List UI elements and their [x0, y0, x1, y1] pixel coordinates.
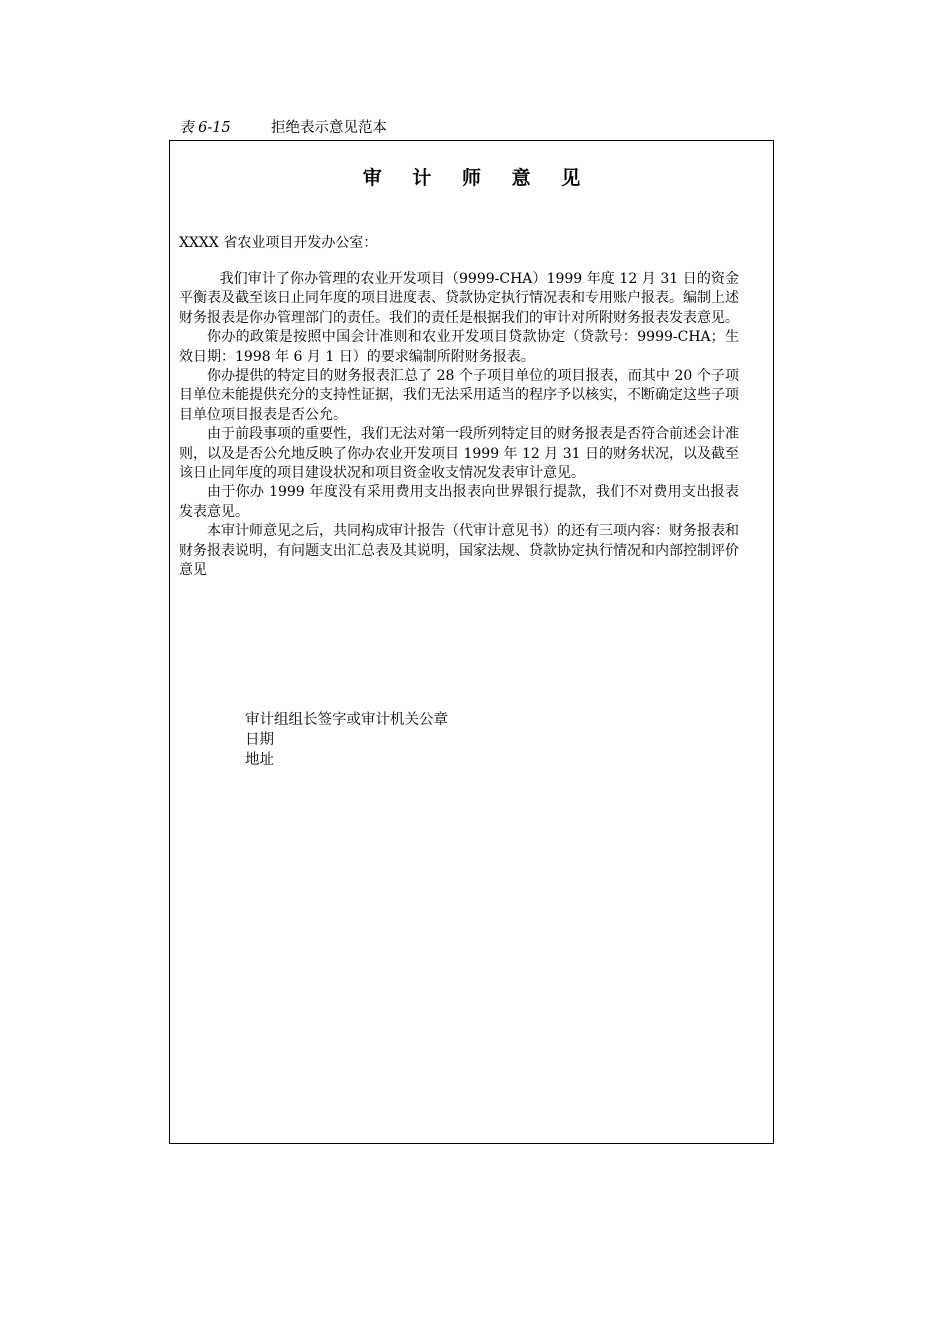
addressee: XXXX 省农业项目开发办公室： [179, 235, 378, 251]
table-title: 拒绝表示意见范本 [271, 120, 387, 136]
opinion-frame [169, 140, 774, 1144]
date-label: 日期 [245, 732, 274, 748]
signature-line: 审计组组长签字或审计机关公章 [245, 712, 448, 728]
report-title: 审 计 师 意 见 [362, 167, 593, 189]
paragraph-scope: 我们审计了你办管理的农业开发项目（9999-CHA）1999 年度 12 月 31 日的资金平衡表及截至该日止同年度的项目进度表、贷款协定执行情况表和专用账户报表。编制上述财务报表是你办管理部门的责任。我们的责任是根据我们的审计对所附财务报表发表意见。 [179, 271, 739, 326]
report-body [179, 270, 739, 581]
paragraph-expenditure: 由于你办 1999 年度没有采用费用支出报表向世界银行提款，我们不对费用支出报表发表意见。 [179, 484, 739, 520]
paragraph-basis: 你办提供的特定目的财务报表汇总了 28 个子项目单位的项目报表，而其中 20 个子项目单位未能提供充分的支持性证据，我们无法采用适当的程序予以核实，不断确定这些子项目单位项目报表是否公允。 [179, 368, 739, 423]
address-label: 地址 [245, 752, 274, 768]
signoff-block [245, 710, 448, 770]
paragraph-contents: 本审计师意见之后，共同构成审计报告（代审计意见书）的还有三项内容：财务报表和财务报表说明，有问题支出汇总表及其说明，国家法规、贷款协定执行情况和内部控制评价意见 [179, 523, 739, 579]
paragraph-disclaimer: 由于前段事项的重要性，我们无法对第一段所列特定目的财务报表是否符合前述会计准则，以及是否公允地反映了你办农业开发项目 1999 年 12 月 31 日的财务状况，以及截至该日止同年度的项目建设状况和项目资金收支情况发表审计意见。 [179, 426, 739, 482]
table-caption [179, 119, 387, 137]
table-number: 表 6-15 [179, 120, 231, 136]
paragraph-policy: 你办的政策是按照中国会计准则和农业开发项目贷款协定（贷款号：9999-CHA；生效日期：1998 年 6 月 1 日）的要求编制所附财务报表。 [179, 329, 739, 365]
